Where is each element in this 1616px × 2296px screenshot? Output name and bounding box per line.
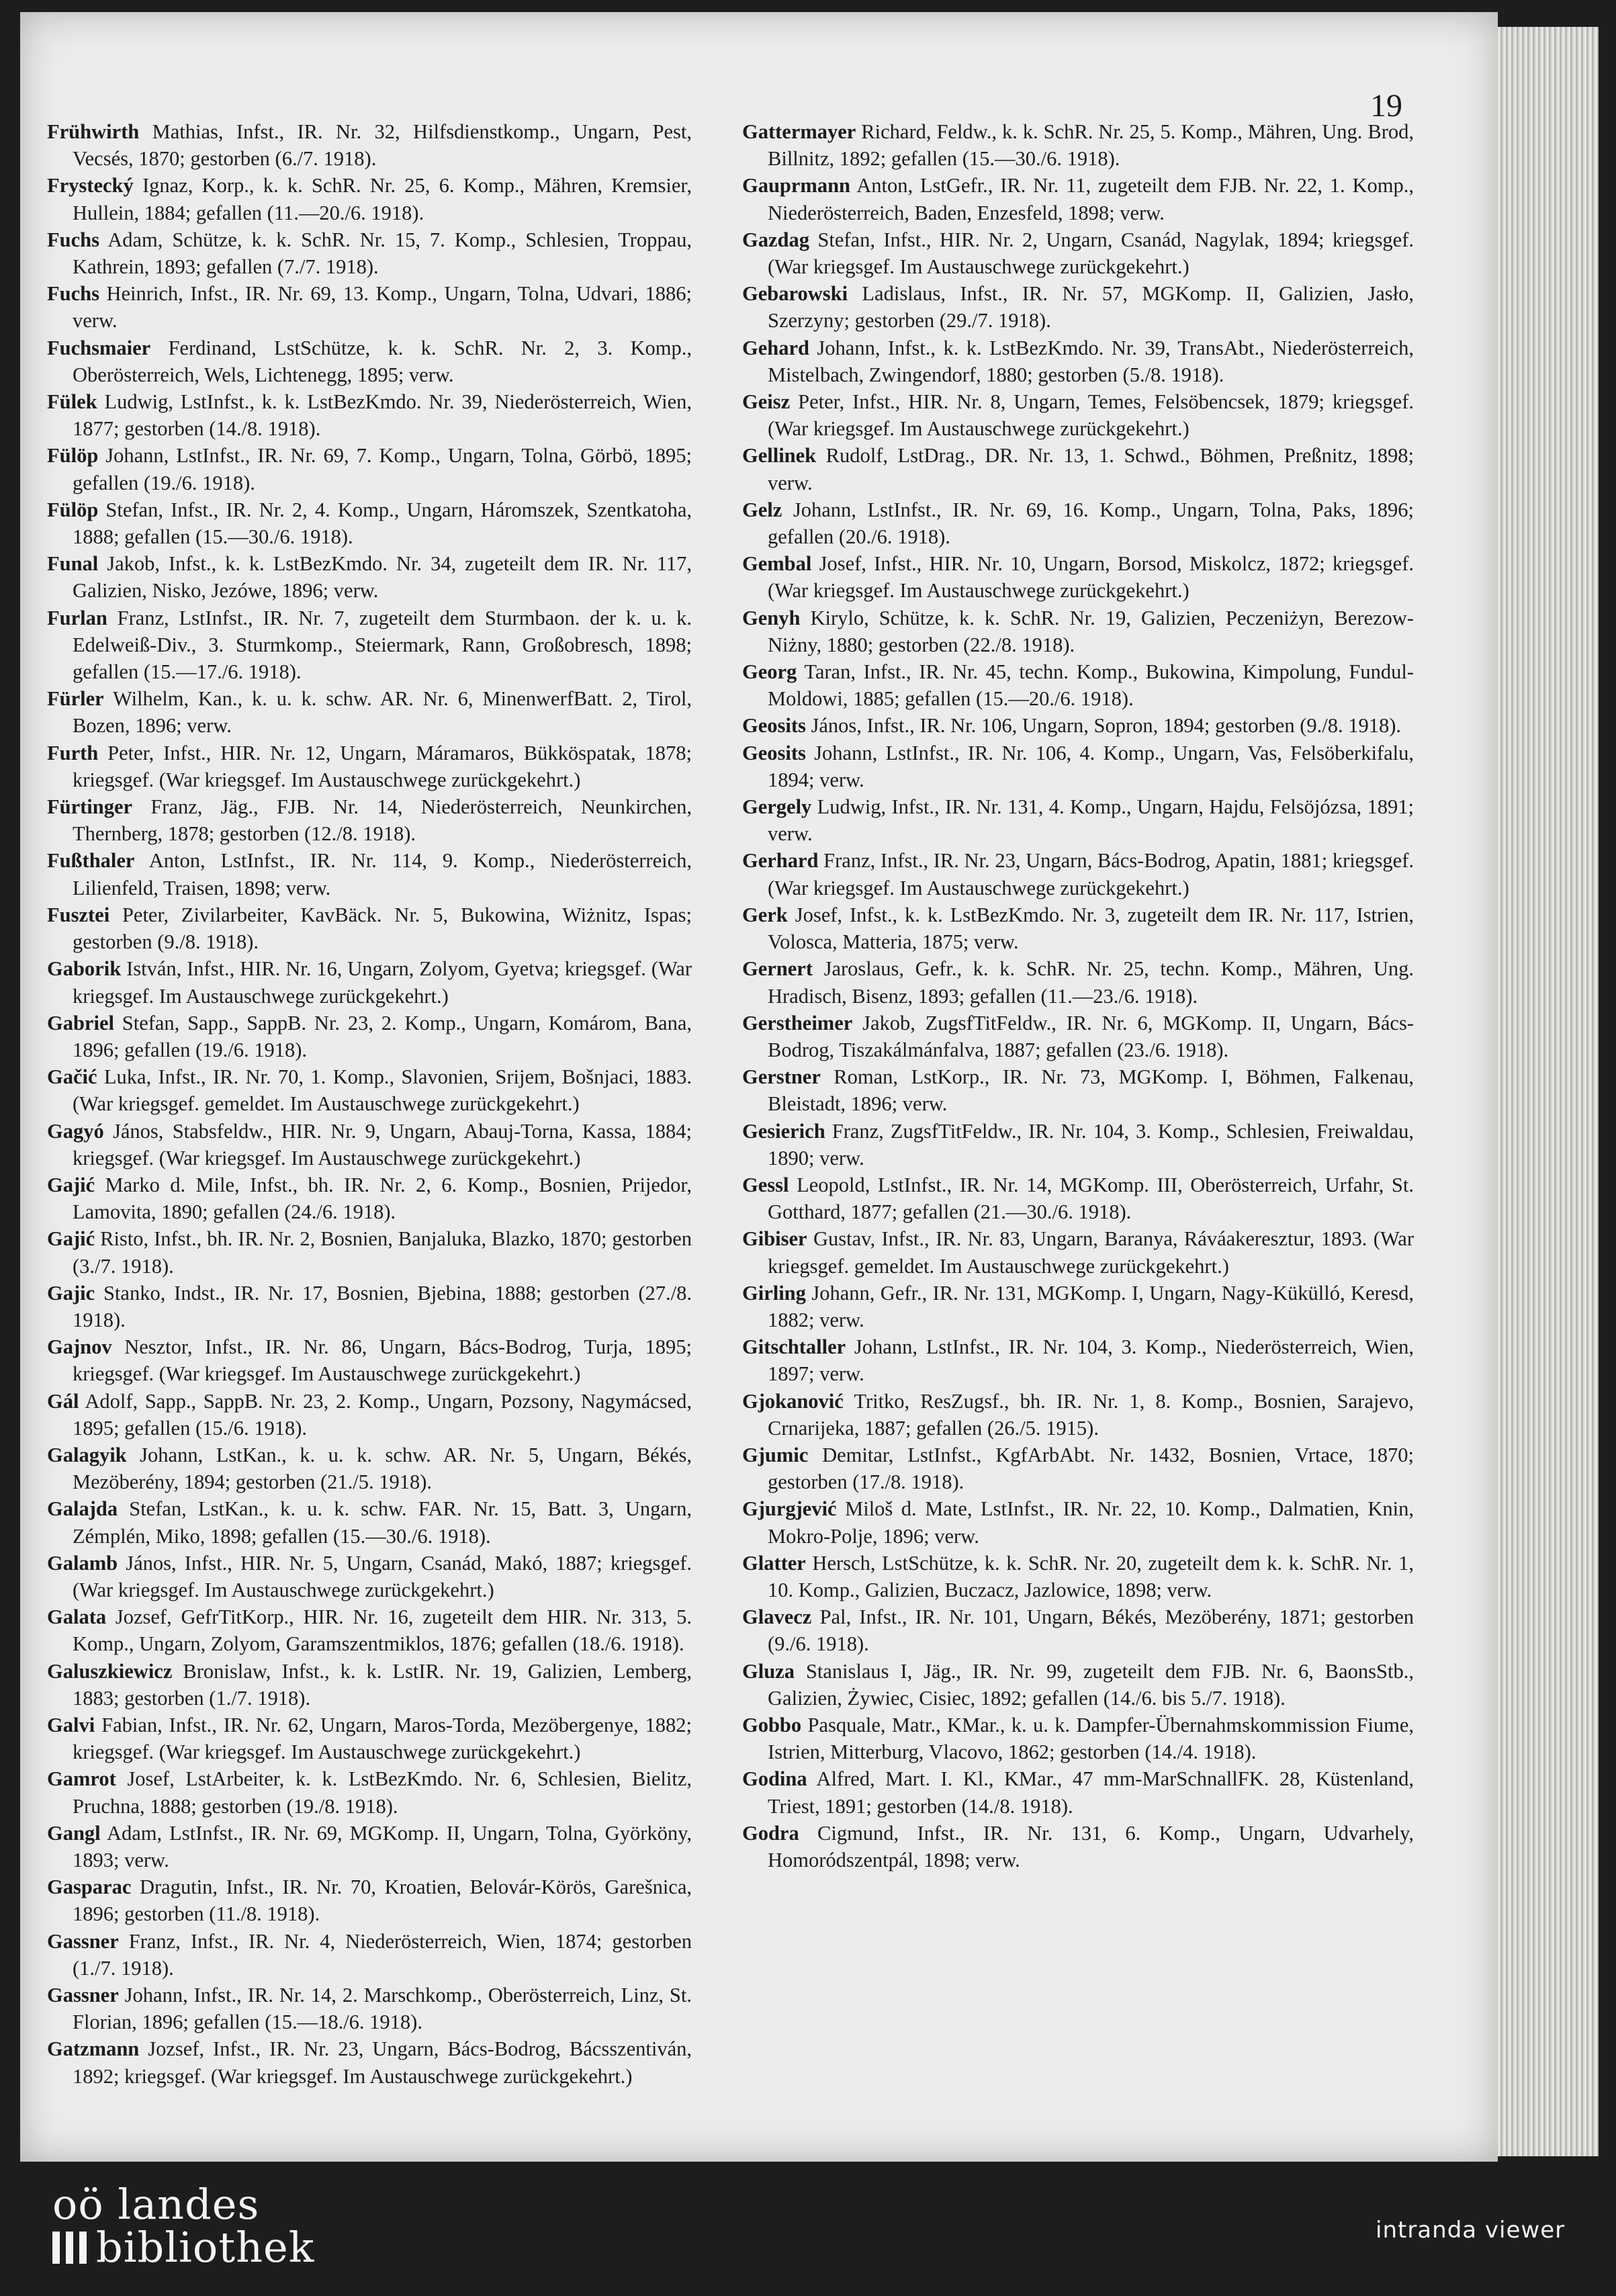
entry-details: Johann, Infst., k. k. LstBezKmdo. Nr. 39, TransAbt., Niederösterreich, Mistelbach, Zwingendorf, 1880; gestorben (5./8. 1918). — [768, 336, 1414, 386]
register-entry — [742, 1658, 1414, 1712]
register-entry — [742, 1063, 1414, 1117]
entry-surname: Gergely — [742, 795, 812, 819]
entry-details: Pal, Infst., IR. Nr. 101, Ungarn, Békés, Mezöberény, 1871; gestorben (9./6. 1918). — [768, 1605, 1414, 1656]
register-entry — [47, 1765, 692, 1819]
register-entry — [742, 1820, 1414, 1873]
entry-details: Demitar, LstInfst., KgfArbAbt. Nr. 1432, Bosnien, Vrtace, 1870; gestorben (17./8. 1918). — [768, 1443, 1414, 1494]
register-entry — [742, 388, 1414, 442]
entry-surname: Gitschtaller — [742, 1335, 846, 1359]
register-entry — [47, 1712, 692, 1765]
page-edge — [1498, 27, 1599, 2156]
entry-surname: Gatzmann — [47, 2037, 140, 2061]
entry-surname: Georg — [742, 660, 797, 684]
entry-details: Jakob, Infst., k. k. LstBezKmdo. Nr. 34, zugeteilt dem IR. Nr. 117, Galizien, Nisko, Jezówe, 1896; verw. — [73, 552, 692, 603]
entry-details: Heinrich, Infst., IR. Nr. 69, 13. Komp., Ungarn, Tolna, Udvari, 1886; verw. — [73, 282, 692, 333]
entry-surname: Furth — [47, 741, 99, 764]
entry-details: Pasquale, Matr., KMar., k. u. k. Dampfer-Übernahmskommission Fiume, Istrien, Mitterburg, Vlacovo, 1862; gestorben (14./4. 1918). — [768, 1713, 1414, 1764]
entry-details: Ladislaus, Infst., IR. Nr. 57, MGKomp. II, Galizien, Jasło, Szerzyny; gestorben (29./7. 1918). — [768, 282, 1414, 333]
entry-surname: Gerstner — [742, 1065, 821, 1089]
entry-surname: Gerhard — [742, 849, 819, 873]
register-entry — [742, 1765, 1414, 1819]
entry-details: Johann, Infst., IR. Nr. 14, 2. Marschkomp., Oberösterreich, Linz, St. Florian, 1896; gefallen (15.—18./6. 1918). — [73, 1984, 692, 2034]
entry-surname: Funal — [47, 552, 99, 576]
register-entry — [742, 1388, 1414, 1442]
entry-surname: Galajda — [47, 1497, 118, 1521]
entry-details: Johann, LstKan., k. u. k. schw. AR. Nr. 5, Ungarn, Békés, Mezöberény, 1894; gestorben (21./5. 1918). — [73, 1443, 692, 1494]
entry-details: Peter, Infst., HIR. Nr. 12, Ungarn, Máramaros, Bükköspatak, 1878; kriegsgef. (War kriegsgef. Im Austauschwege zurückgekehrt.) — [73, 741, 692, 791]
entry-surname: Gehard — [742, 336, 809, 359]
entry-details: János, Stabsfeldw., HIR. Nr. 9, Ungarn, Abauj-Torna, Kassa, 1884; kriegsgef. (War kriegsgef. Im Austauschwege zurückgekehrt.) — [73, 1119, 692, 1169]
library-logo[interactable] — [52, 2180, 315, 2272]
entry-details: Roman, LstKorp., IR. Nr. 73, MGKomp. I, Böhmen, Falkenau, Bleistadt, 1896; verw. — [768, 1065, 1414, 1116]
register-entry — [47, 388, 692, 442]
register-entry — [742, 442, 1414, 496]
register-entry — [742, 226, 1414, 280]
register-entry — [47, 172, 692, 226]
entry-surname: Gluza — [742, 1659, 795, 1683]
left-column — [47, 118, 692, 2090]
register-entry — [47, 1550, 692, 1603]
register-entry — [742, 1172, 1414, 1225]
entry-details: Wilhelm, Kan., k. u. k. schw. AR. Nr. 6, MinenwerfBatt. 2, Tirol, Bozen, 1896; verw. — [73, 687, 692, 738]
register-entry — [47, 740, 692, 793]
register-entry — [742, 1495, 1414, 1549]
entry-surname: Gerstheimer — [742, 1011, 853, 1034]
entry-details: Ludwig, Infst., IR. Nr. 131, 4. Komp., Ungarn, Hajdu, Felsöjózsa, 1891; verw. — [768, 795, 1414, 846]
register-entry — [742, 1280, 1414, 1333]
register-entry — [47, 793, 692, 847]
entry-details: Stefan, Infst., IR. Nr. 2, 4. Komp., Ungarn, Háromszek, Szentkatoha, 1888; gefallen (15.—30./6. 1918). — [73, 498, 692, 549]
entry-surname: Gabriel — [47, 1011, 114, 1034]
entry-details: Johann, Gefr., IR. Nr. 131, MGKomp. I, Ungarn, Nagy-Kükülló, Keresd, 1882; verw. — [768, 1281, 1414, 1331]
viewer-label: intranda viewer — [1376, 2217, 1566, 2244]
entry-surname: Gobbo — [742, 1713, 802, 1736]
register-entry — [47, 1063, 692, 1117]
entry-surname: Gál — [47, 1389, 79, 1413]
entry-details: Jakob, ZugsfTitFeldw., IR. Nr. 6, MGKomp. II, Ungarn, Bács-Bodrog, Tiszakálmánfalva, 1887; gefallen (23./6. 1918). — [768, 1011, 1414, 1061]
entry-details: Stefan, Infst., HIR. Nr. 2, Ungarn, Csanád, Nagylak, 1894; kriegsgef. (War kriegsgef. Im Austauschwege zurückgekehrt.) — [768, 228, 1414, 279]
page-number: 19 — [1370, 88, 1402, 124]
entry-details: Josef, Infst., k. k. LstBezKmdo. Nr. 3, zugeteilt dem IR. Nr. 117, Istrien, Volosca, Matteria, 1875; verw. — [768, 903, 1414, 954]
entry-surname: Frystecký — [47, 174, 134, 197]
register-entry — [742, 1603, 1414, 1657]
register-entry — [742, 1333, 1414, 1387]
entry-surname: Gajić — [47, 1173, 95, 1196]
entry-details: Johann, LstInfst., IR. Nr. 69, 7. Komp., Ungarn, Tolna, Görbö, 1895; gefallen (19./6. 1918). — [73, 444, 692, 494]
entry-details: Tritko, ResZugsf., bh. IR. Nr. 1, 8. Komp., Bosnien, Sarajevo, Crnarijeka, 1887; gefallen (26./5. 1915). — [768, 1389, 1414, 1440]
entry-surname: Gellinek — [742, 444, 817, 468]
register-entry — [47, 901, 692, 955]
entry-details: Stefan, LstKan., k. u. k. schw. FAR. Nr. 15, Batt. 3, Ungarn, Zémplén, Miko, 1898; gefallen (15.—30./6. 1918). — [73, 1497, 692, 1548]
entry-surname: Gajic — [47, 1281, 95, 1305]
register-entry — [47, 1820, 692, 1873]
entry-surname: Glatter — [742, 1551, 806, 1575]
entry-surname: Galvi — [47, 1713, 95, 1736]
entry-surname: Gamrot — [47, 1767, 116, 1791]
entry-details: István, Infst., HIR. Nr. 16, Ungarn, Zolyom, Gyetva; kriegsgef. (War kriegsgef. Im Austauschwege zurückgekehrt.) — [73, 957, 692, 1008]
entry-details: Ignaz, Korp., k. k. SchR. Nr. 25, 6. Komp., Mähren, Kremsier, Hullein, 1884; gefallen (11.—20./6. 1918). — [73, 174, 692, 224]
register-entry — [742, 793, 1414, 847]
register-entry — [47, 442, 692, 496]
register-entry — [47, 550, 692, 604]
register-entry — [47, 1495, 692, 1549]
entry-surname: Fußthaler — [47, 849, 135, 873]
entry-details: Richard, Feldw., k. k. SchR. Nr. 25, 5. Komp., Mähren, Ung. Brod, Billnitz, 1892; gefallen (15.—30./6. 1918). — [768, 120, 1414, 171]
entry-surname: Geosits — [742, 741, 806, 764]
entry-details: Jozsef, Infst., IR. Nr. 23, Ungarn, Bács-Bodrog, Bácsszentiván, 1892; kriegsgef. (War kriegsgef. Im Austauschwege zurückgekehrt.) — [73, 2037, 692, 2088]
entry-details: Ferdinand, LstSchütze, k. k. SchR. Nr. 2, 3. Komp., Oberösterreich, Wels, Lichtenegg, 1895; verw. — [73, 336, 692, 386]
register-entry — [47, 1118, 692, 1172]
logo-text-line2-row — [52, 2223, 315, 2272]
register-entry — [47, 1280, 692, 1333]
register-entry — [47, 847, 692, 901]
register-entry — [47, 1225, 692, 1279]
entry-surname: Gajić — [47, 1227, 95, 1251]
register-entry — [47, 955, 692, 1009]
entry-surname: Gangl — [47, 1821, 101, 1845]
entry-surname: Fuchs — [47, 282, 99, 306]
register-entry — [742, 712, 1414, 739]
entry-details: Stanislaus I, Jäg., IR. Nr. 99, zugeteilt dem FJB. Nr. 6, BaonsStb., Galizien, Żywiec, Cisiec, 1892; gefallen (14./6. bis 5./7. 1918). — [768, 1659, 1414, 1710]
entry-details: Gustav, Infst., IR. Nr. 83, Ungarn, Baranya, Ráváakeresztur, 1893. (War kriegsgef. gemeldet. Im Austauschwege zurückgekehrt.) — [768, 1227, 1414, 1278]
entry-details: Alfred, Mart. I. Kl., KMar., 47 mm-MarSchnallFK. 28, Küstenland, Triest, 1891; gestorben (14./8. 1918). — [768, 1767, 1414, 1818]
entry-details: Mathias, Infst., IR. Nr. 32, Hilfsdienstkomp., Ungarn, Pest, Vecsés, 1870; gestorben (6./7. 1918). — [73, 120, 692, 171]
entry-details: Peter, Zivilarbeiter, KavBäck. Nr. 5, Bukowina, Wiżnitz, Ispas; gestorben (9./8. 1918). — [73, 903, 692, 954]
entry-surname: Gassner — [47, 1929, 119, 1953]
entry-details: Stanko, Indst., IR. Nr. 17, Bosnien, Bjebina, 1888; gestorben (27./8. 1918). — [73, 1281, 692, 1331]
register-entry — [47, 1928, 692, 1982]
entry-details: Adam, LstInfst., IR. Nr. 69, MGKomp. II, Ungarn, Tolna, Györköny, 1893; verw. — [73, 1821, 692, 1871]
entry-details: Bronislaw, Infst., k. k. LstIR. Nr. 19, Galizien, Lemberg, 1883; gestorben (1./7. 1918). — [73, 1659, 692, 1710]
register-entry — [742, 118, 1414, 172]
entry-surname: Fülöp — [47, 498, 99, 521]
register-entry — [47, 280, 692, 334]
entry-details: Dragutin, Infst., IR. Nr. 70, Kroatien, Belovár-Körös, Garešnica, 1896; gestorben (11./8. 1918). — [73, 1875, 692, 1926]
entry-surname: Gattermayer — [742, 120, 856, 143]
entry-details: Adam, Schütze, k. k. SchR. Nr. 15, 7. Komp., Schlesien, Troppau, Kathrein, 1893; gefallen (7./7. 1918). — [73, 228, 692, 279]
entry-surname: Gauprmann — [742, 174, 851, 197]
entry-details: Luka, Infst., IR. Nr. 70, 1. Komp., Slavonien, Srijem, Bošnjaci, 1883. (War kriegsgef. gemeldet. Im Austauschwege zurückgekehrt.) — [73, 1065, 692, 1116]
register-entry — [742, 1010, 1414, 1063]
entry-details: Stefan, Sapp., SappB. Nr. 23, 2. Komp., Ungarn, Komárom, Bana, 1896; gefallen (19./6. 1918). — [73, 1011, 692, 1061]
right-column — [742, 118, 1414, 1873]
entry-details: Hersch, LstSchütze, k. k. SchR. Nr. 20, zugeteilt dem k. k. SchR. Nr. 1, 10. Komp., Galizien, Buczacz, Jazlowice, 1898; verw. — [768, 1551, 1414, 1601]
entry-details: Risto, Infst., bh. IR. Nr. 2, Bosnien, Banjaluka, Blazko, 1870; gestorben (3./7. 1918). — [73, 1227, 692, 1278]
entry-surname: Godra — [742, 1821, 799, 1845]
entry-surname: Genyh — [742, 606, 801, 629]
entry-surname: Gebarowski — [742, 282, 848, 306]
entry-surname: Galamb — [47, 1551, 118, 1575]
entry-details: Josef, LstArbeiter, k. k. LstBezKmdo. Nr. 6, Schlesien, Bielitz, Pruchna, 1888; gestorben (19./8. 1918). — [73, 1767, 692, 1818]
entry-details: Johann, LstInfst., IR. Nr. 69, 16. Komp., Ungarn, Tolna, Paks, 1896; gefallen (20./6. 1918). — [768, 498, 1414, 549]
entry-surname: Fülöp — [47, 444, 99, 468]
entry-details: Johann, LstInfst., IR. Nr. 106, 4. Komp., Ungarn, Vas, Felsöberkifalu, 1894; verw. — [768, 741, 1414, 791]
entry-details: Taran, Infst., IR. Nr. 45, techn. Komp., Bukowina, Kimpolung, Fundul-Moldowi, 1885; gefallen (15.—20./6. 1918). — [768, 660, 1414, 711]
register-entry — [47, 496, 692, 550]
entry-surname: Gajnov — [47, 1335, 112, 1359]
entry-details: Anton, LstGefr., IR. Nr. 11, zugeteilt dem FJB. Nr. 22, 1. Komp., Niederösterreich, Baden, Enzesfeld, 1898; verw. — [768, 174, 1414, 224]
register-entry — [742, 847, 1414, 901]
entry-surname: Galagyik — [47, 1443, 127, 1466]
entry-details: Kirylo, Schütze, k. k. SchR. Nr. 19, Galizien, Peczeniżyn, Berezow-Niżny, 1880; gestorben (22./8. 1918). — [768, 606, 1414, 656]
entry-details: Josef, Infst., HIR. Nr. 10, Ungarn, Borsod, Miskolcz, 1872; kriegsgef. (War kriegsgef. Im Austauschwege zurückgekehrt.) — [768, 552, 1414, 603]
register-entry — [742, 955, 1414, 1009]
register-entry — [47, 1010, 692, 1063]
register-entry — [47, 1603, 692, 1657]
entry-details: Jozsef, GefrTitKorp., HIR. Nr. 16, zugeteilt dem HIR. Nr. 313, 5. Komp., Ungarn, Zolyom, Garamszentmiklos, 1876; gefallen (18./6. 1918). — [73, 1605, 692, 1656]
entry-surname: Gazdag — [742, 228, 809, 251]
entry-details: Franz, Jäg., FJB. Nr. 14, Niederösterreich, Neunkirchen, Thernberg, 1878; gestorben (12./8. 1918). — [73, 795, 692, 846]
entry-details: Nesztor, Infst., IR. Nr. 86, Ungarn, Bács-Bodrog, Turja, 1895; kriegsgef. (War kriegsgef. Im Austauschwege zurückgekehrt.) — [73, 1335, 692, 1386]
entry-details: Franz, LstInfst., IR. Nr. 7, zugeteilt dem Sturmbaon. der k. u. k. Edelweiß-Div., 3. Sturmkomp., Steiermark, Rann, Großobresch, 1898; gefallen (15.—17./6. 1918). — [73, 606, 692, 684]
entry-surname: Fürler — [47, 687, 104, 711]
register-entry — [47, 1873, 692, 1927]
entry-details: János, Infst., HIR. Nr. 5, Ungarn, Csanád, Makó, 1887; kriegsgef. (War kriegsgef. Im Austauschwege zurückgekehrt.) — [73, 1551, 692, 1601]
entry-details: Miloš d. Mate, LstInfst., IR. Nr. 22, 10. Komp., Dalmatien, Knin, Mokro-Polje, 1896; verw. — [768, 1497, 1414, 1548]
register-entry — [47, 685, 692, 739]
register-entry — [742, 496, 1414, 550]
entry-surname: Godina — [742, 1767, 807, 1791]
register-entry — [47, 335, 692, 388]
entry-surname: Geosits — [742, 714, 806, 738]
logo-text-line2: bibliothek — [96, 2223, 315, 2272]
entry-details: Jaroslaus, Gefr., k. k. SchR. Nr. 25, techn. Komp., Mähren, Ung. Hradisch, Bisenz, 1893; gefallen (11.—23./6. 1918). — [768, 957, 1414, 1008]
entry-surname: Galata — [47, 1605, 107, 1629]
logo-bars-icon — [52, 2232, 87, 2264]
entry-surname: Glavecz — [742, 1605, 812, 1629]
entry-details: Cigmund, Infst., IR. Nr. 131, 6. Komp., Ungarn, Udvarhely, Homoródszentpál, 1898; verw. — [768, 1821, 1414, 1871]
entry-surname: Gačić — [47, 1065, 97, 1089]
register-entry — [47, 1388, 692, 1442]
entry-details: Franz, Infst., IR. Nr. 23, Ungarn, Bács-Bodrog, Apatin, 1881; kriegsgef. (War kriegsgef. Im Austauschwege zurückgekehrt.) — [768, 849, 1414, 899]
register-entry — [47, 1172, 692, 1225]
register-entry — [742, 172, 1414, 226]
register-entry — [47, 118, 692, 172]
entry-surname: Gjokanović — [742, 1389, 844, 1413]
entry-surname: Gelz — [742, 498, 782, 521]
register-entry — [742, 740, 1414, 793]
register-entry — [742, 1442, 1414, 1495]
entry-surname: Gjurgjević — [742, 1497, 837, 1521]
entry-surname: Geisz — [742, 390, 791, 414]
entry-details: Peter, Infst., HIR. Nr. 8, Ungarn, Temes, Felsöbencsek, 1879; kriegsgef. (War kriegsgef. Im Austauschwege zurückgekehrt.) — [768, 390, 1414, 441]
entry-surname: Gassner — [47, 1984, 119, 2007]
register-entry — [47, 1442, 692, 1495]
entry-surname: Gerk — [742, 903, 788, 926]
entry-details: Leopold, LstInfst., IR. Nr. 14, MGKomp. III, Oberösterreich, Urfahr, St. Gotthard, 1877; gefallen (21.—30./6. 1918). — [768, 1173, 1414, 1224]
entry-surname: Gernert — [742, 957, 813, 981]
register-entry — [742, 280, 1414, 334]
entry-details: Adolf, Sapp., SappB. Nr. 23, 2. Komp., Ungarn, Pozsony, Nagymácsed, 1895; gefallen (15./6. 1918). — [73, 1389, 692, 1440]
register-entry — [47, 2035, 692, 2089]
entry-surname: Frühwirth — [47, 120, 140, 143]
entry-surname: Fülek — [47, 390, 97, 414]
entry-details: Fabian, Infst., IR. Nr. 62, Ungarn, Maros-Torda, Mezöbergenye, 1882; kriegsgef. (War kriegsgef. Im Austauschwege zurückgekehrt.) — [73, 1713, 692, 1764]
entry-details: Franz, ZugsfTitFeldw., IR. Nr. 104, 3. Komp., Schlesien, Freiwaldau, 1890; verw. — [768, 1119, 1414, 1169]
register-entry — [47, 1658, 692, 1712]
entry-details: Ludwig, LstInfst., k. k. LstBezKmdo. Nr. 39, Niederösterreich, Wien, 1877; gestorben (14./8. 1918). — [73, 390, 692, 441]
register-entry — [742, 550, 1414, 604]
register-entry — [742, 658, 1414, 712]
register-entry — [47, 226, 692, 280]
entry-surname: Gjumic — [742, 1443, 809, 1466]
register-entry — [47, 1982, 692, 2035]
register-entry — [742, 1118, 1414, 1172]
entry-details: Rudolf, LstDrag., DR. Nr. 13, 1. Schwd., Böhmen, Preßnitz, 1898; verw. — [768, 444, 1414, 494]
logo-text-line1: oö landes — [52, 2180, 260, 2229]
entry-surname: Fuchs — [47, 228, 99, 251]
entry-surname: Gagyó — [47, 1119, 104, 1143]
entry-surname: Galuszkiewicz — [47, 1659, 173, 1683]
entry-surname: Fusztei — [47, 903, 110, 926]
entry-surname: Girling — [742, 1281, 806, 1305]
register-entry — [742, 335, 1414, 388]
entry-surname: Gesierich — [742, 1119, 825, 1143]
entry-surname: Fürtinger — [47, 795, 133, 819]
register-entry — [742, 1550, 1414, 1603]
scanned-page — [20, 12, 1498, 2162]
register-entry — [742, 901, 1414, 955]
register-entry — [47, 1333, 692, 1387]
entry-details: János, Infst., IR. Nr. 106, Ungarn, Sopron, 1894; gestorben (9./8. 1918). — [805, 714, 1401, 738]
entry-details: Anton, LstInfst., IR. Nr. 114, 9. Komp., Niederösterreich, Lilienfeld, Traisen, 1898; verw. — [73, 849, 692, 899]
entry-surname: Furlan — [47, 606, 107, 629]
register-entry — [742, 1712, 1414, 1765]
register-entry — [742, 605, 1414, 658]
entry-details: Johann, LstInfst., IR. Nr. 104, 3. Komp., Niederösterreich, Wien, 1897; verw. — [768, 1335, 1414, 1386]
entry-details: Franz, Infst., IR. Nr. 4, Niederösterreich, Wien, 1874; gestorben (1./7. 1918). — [73, 1929, 692, 1980]
register-entry — [742, 1225, 1414, 1279]
entry-surname: Gessl — [742, 1173, 789, 1196]
entry-surname: Gibiser — [742, 1227, 807, 1251]
register-entry — [47, 605, 692, 686]
entry-surname: Fuchsmaier — [47, 336, 151, 359]
entry-details: Marko d. Mile, Infst., bh. IR. Nr. 2, 6. Komp., Bosnien, Prijedor, Lamovita, 1890; gefallen (24./6. 1918). — [73, 1173, 692, 1224]
entry-surname: Gasparac — [47, 1875, 132, 1899]
entry-surname: Gembal — [742, 552, 812, 576]
entry-surname: Gaborik — [47, 957, 122, 981]
